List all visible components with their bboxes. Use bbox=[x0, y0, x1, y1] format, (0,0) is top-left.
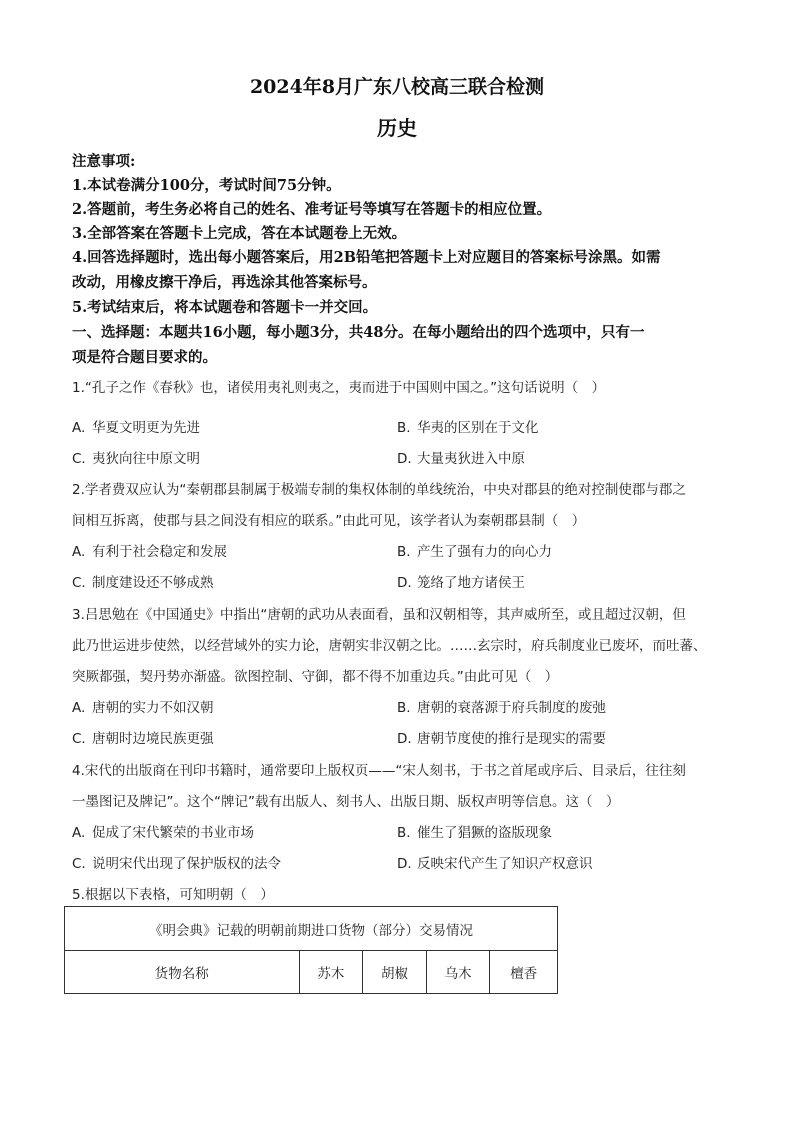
option-b[interactable]: B. 唐朝的衰落源于府兵制度的废弛 bbox=[397, 700, 606, 716]
note-item: 1.本试卷满分100分，考试时间75分钟。 bbox=[72, 177, 341, 194]
option-a[interactable]: A. 华夏文明更为先进 bbox=[72, 420, 200, 436]
table-cell: 乌木 bbox=[426, 951, 490, 994]
option-d[interactable]: D. 反映宋代产生了知识产权意识 bbox=[397, 856, 593, 872]
table-cell: 胡椒 bbox=[363, 951, 427, 994]
question-stem: 5.根据以下表格，可知明朝（ ） bbox=[72, 887, 274, 903]
option-d[interactable]: D. 笼络了地方诸侯王 bbox=[397, 575, 525, 591]
note-item: 改动，用橡皮擦干净后，再选涂其他答案标号。 bbox=[72, 274, 377, 291]
option-a[interactable]: A. 促成了宋代繁荣的书业市场 bbox=[72, 825, 254, 841]
table-cell: 檀香 bbox=[490, 951, 558, 994]
notes-heading: 注意事项: bbox=[72, 153, 136, 170]
subject-title: 历史 bbox=[377, 116, 417, 140]
question-stem: 一墨图记及牌记”。这个“牌记”载有出版人、刻书人、出版日期、版权声明等信息。这（ ） bbox=[72, 794, 620, 810]
question-stem: 间相互拆离，使郡与县之间没有相应的联系。”由此可见，该学者认为秦朝郡县制（ ） bbox=[72, 513, 586, 529]
option-a[interactable]: A. 唐朝的实力不如汉朝 bbox=[72, 700, 214, 716]
question-stem: 2.学者费双应认为“秦朝郡县制属于极端专制的集权体制的单线统治，中央对郡县的绝对控制使郡与郡之 bbox=[72, 482, 686, 498]
question-stem: 1.“孔子之作《春秋》也，诸侯用夷礼则夷之，夷而进于中国则中国之。”这句话说明（ ） bbox=[72, 380, 606, 396]
exam-title: 2024年8月广东八校高三联合检测 bbox=[249, 76, 545, 98]
option-a[interactable]: A. 有利于社会稳定和发展 bbox=[72, 544, 227, 560]
table-row-header: 货物名称 bbox=[65, 951, 300, 994]
option-b[interactable]: B. 华夷的区别在于文化 bbox=[397, 420, 539, 436]
note-item: 5.考试结束后，将本试题卷和答题卡一并交回。 bbox=[72, 299, 378, 316]
option-c[interactable]: C. 制度建设还不够成熟 bbox=[72, 575, 214, 591]
option-c[interactable]: C. 唐朝时边境民族更强 bbox=[72, 731, 214, 747]
question-stem: 突厥都强，契丹势亦渐盛。欲图控制、守御，都不得不加重边兵。”由此可见（ ） bbox=[72, 669, 559, 685]
note-item: 4.回答选择题时，选出每小题答案后，用2B铅笔把答题卡上对应题目的答案标号涂黑。如需 bbox=[72, 249, 661, 266]
option-d[interactable]: D. 大量夷狄进入中原 bbox=[397, 451, 525, 467]
section-line: 一、选择题：本题共16小题，每小题3分，共48分。在每小题给出的四个选项中，只有一 bbox=[72, 324, 645, 341]
question-stem: 4.宋代的出版商在刊印书籍时，通常要印上版权页——“宋人刻书，于书之首尾或序后、目录后，往往刻 bbox=[72, 763, 686, 779]
option-c[interactable]: C. 说明宋代出现了保护版权的法令 bbox=[72, 856, 281, 872]
goods-table bbox=[64, 906, 558, 994]
question-stem: 3.吕思勉在《中国通史》中指出“唐朝的武功从表面看，虽和汉朝相等，其声威所至，或且超过汉朝，但 bbox=[72, 607, 686, 623]
note-item: 2.答题前，考生务必将自己的姓名、准考证号等填写在答题卡的相应位置。 bbox=[72, 201, 552, 218]
table-caption: 《明会典》记载的明朝前期进口货物（部分）交易情况 bbox=[65, 907, 558, 951]
option-d[interactable]: D. 唐朝节度使的推行是现实的需要 bbox=[397, 731, 606, 747]
option-b[interactable]: B. 催生了猖獗的盗版现象 bbox=[397, 825, 552, 841]
section-line: 项是符合题目要求的。 bbox=[72, 349, 217, 366]
option-c[interactable]: C. 夷狄向往中原文明 bbox=[72, 451, 200, 467]
option-b[interactable]: B. 产生了强有力的向心力 bbox=[397, 544, 552, 560]
question-stem: 此乃世运进步使然，以经营域外的实力论，唐朝实非汉朝之比。……玄宗时，府兵制度业已废坏，而吐蕃、 bbox=[72, 638, 707, 654]
note-item: 3.全部答案在答题卡上完成，答在本试题卷上无效。 bbox=[72, 225, 407, 242]
table-cell: 苏木 bbox=[299, 951, 363, 994]
